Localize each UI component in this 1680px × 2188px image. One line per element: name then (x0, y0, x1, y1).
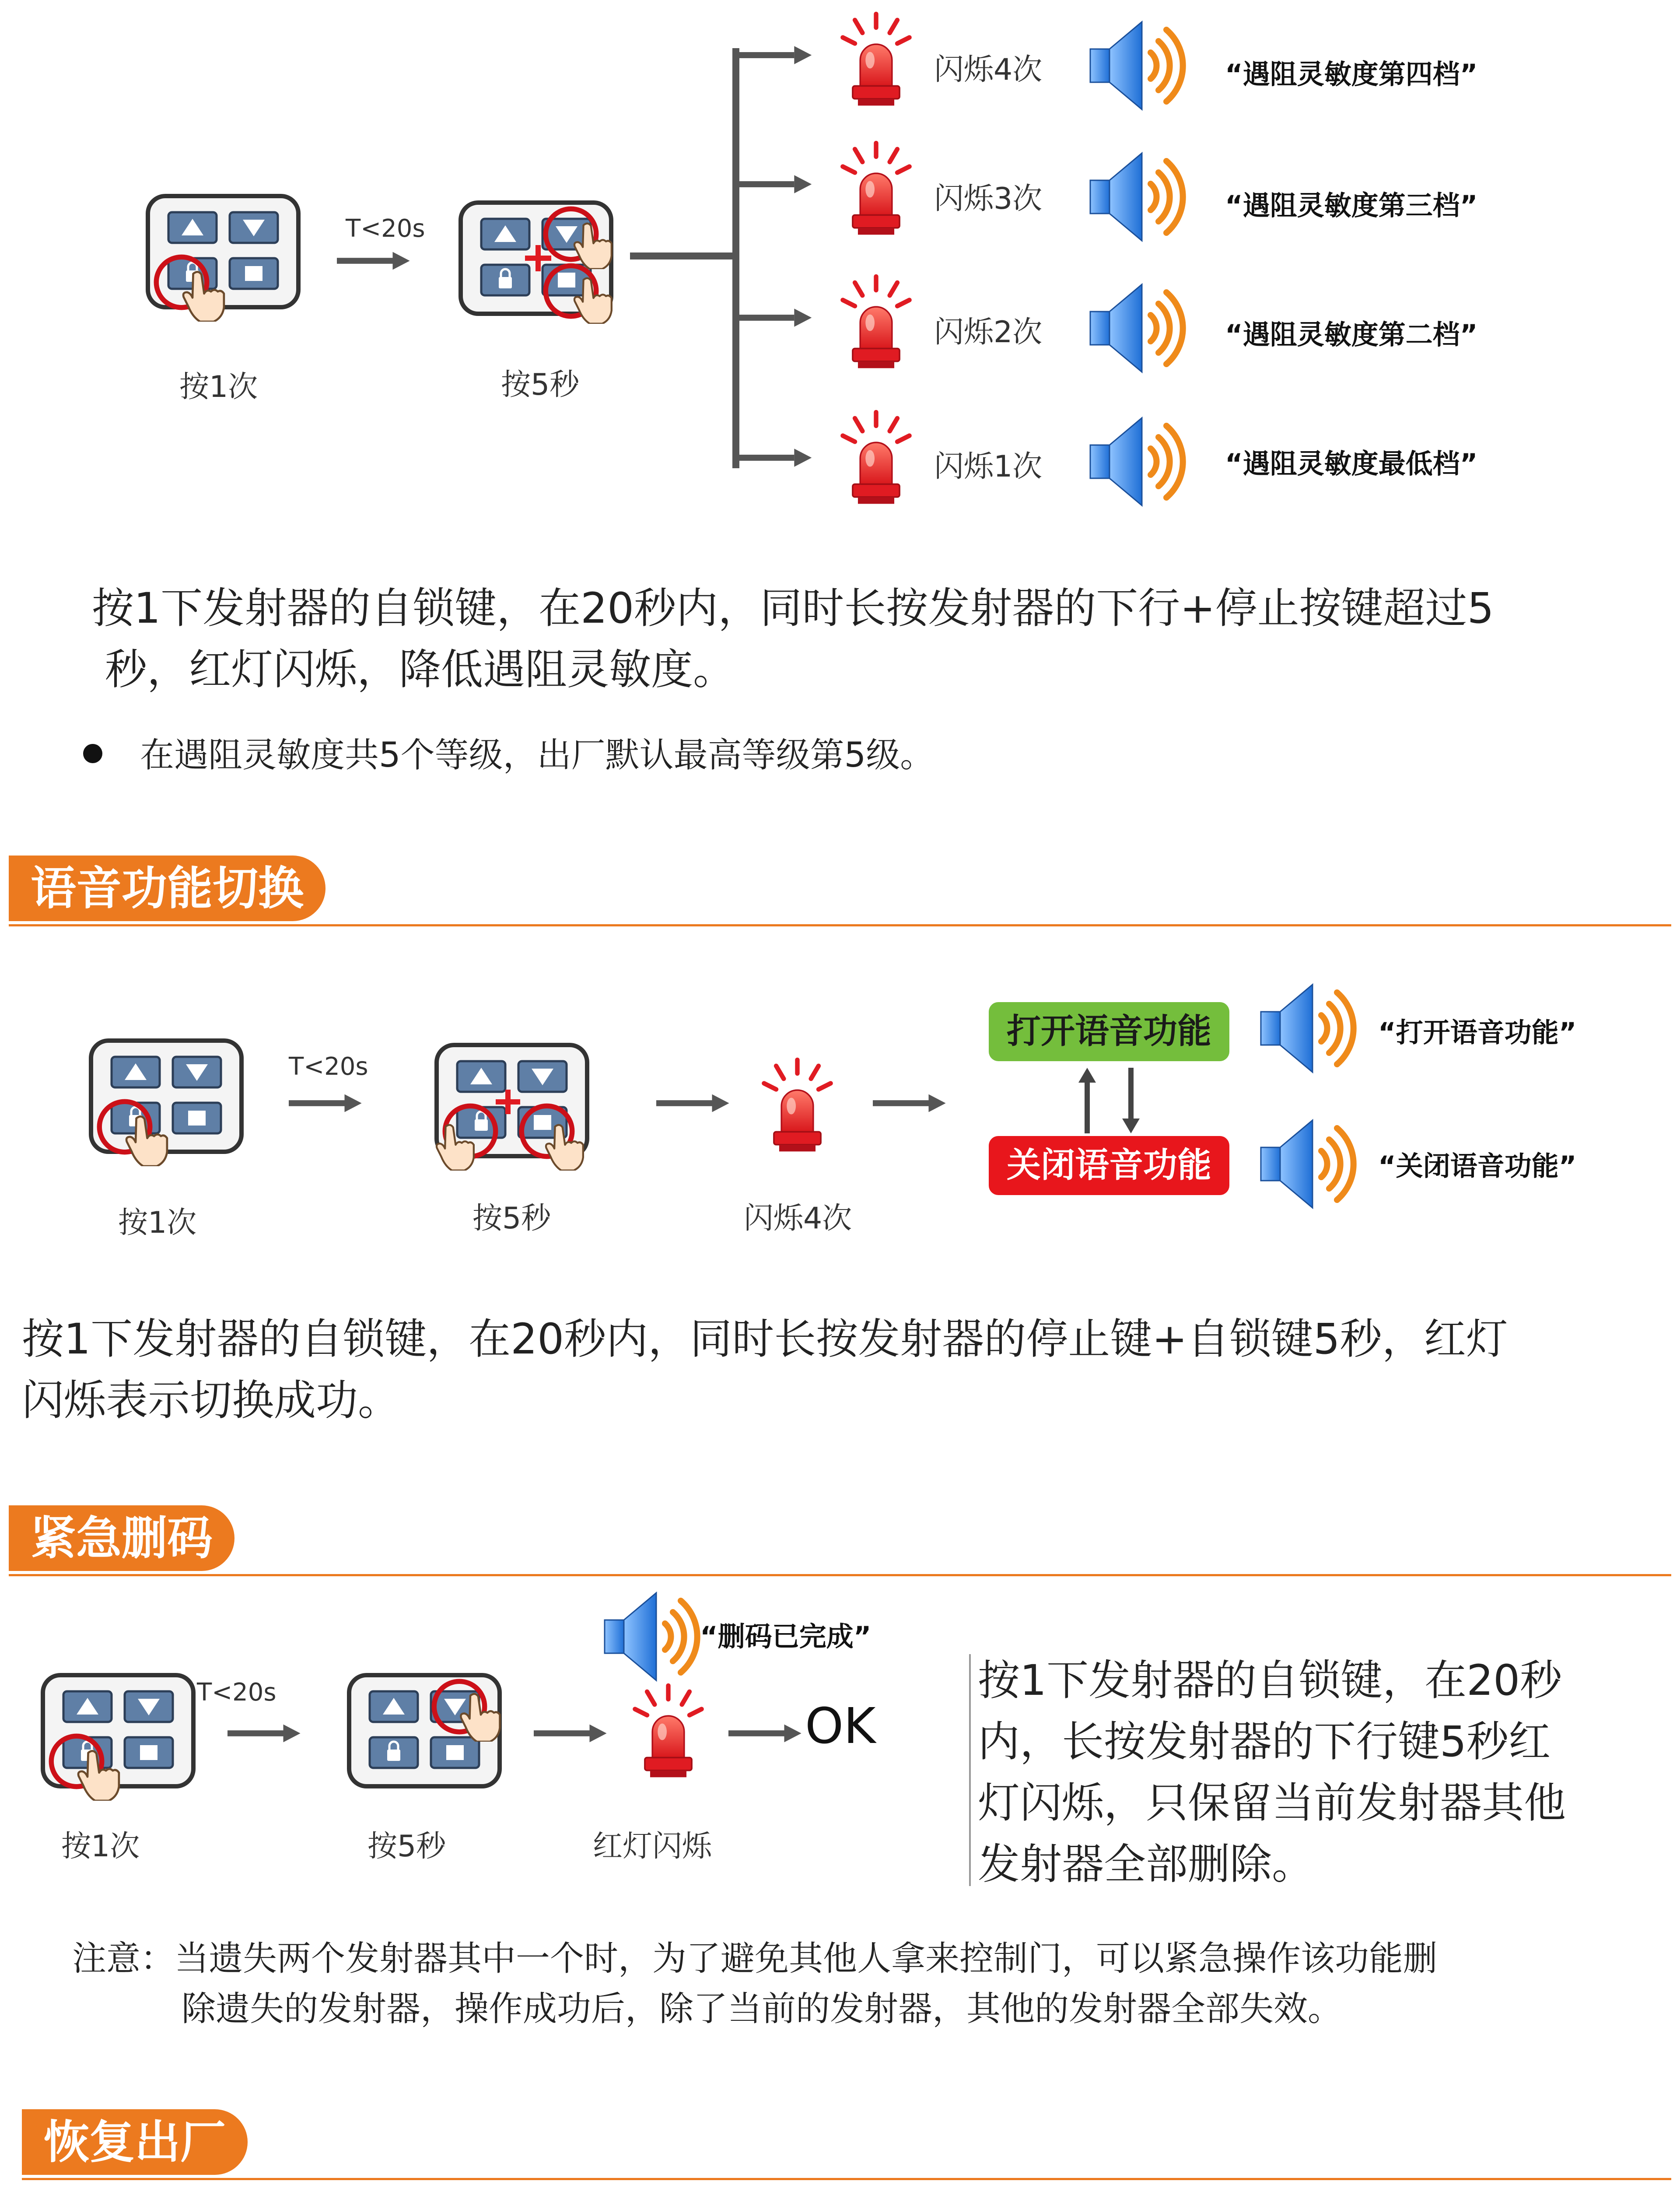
branch-trunk (732, 48, 739, 468)
bullet-dot (83, 744, 102, 763)
arrow-icon (228, 1722, 302, 1745)
description-line: 按1下发射器的自锁键，在20秒内，同时长按发射器的停止键+自锁键5秒，红灯 (22, 1315, 1508, 1364)
section-divider (9, 924, 1671, 926)
arrow-icon (736, 44, 815, 67)
speaker-icon (1085, 13, 1190, 118)
flash-count-label: 闪烁1次 (934, 449, 1043, 484)
arrow-icon (736, 306, 815, 329)
finger-icon (433, 1120, 477, 1171)
note-line: 除遗失的发射器，操作成功后，除了当前的发射器，其他的发射器全部失效。 (182, 1989, 1342, 2029)
flash-count-label: 闪烁4次 (744, 1201, 852, 1236)
text-left-border (969, 1654, 971, 1886)
speaker-icon (1085, 409, 1190, 514)
section-divider (22, 2178, 1671, 2180)
arrow-icon (728, 1722, 803, 1745)
description-line: 按1下发射器的自锁键，在20秒内，同时长按发射器的下行+停止按键超过5 (92, 584, 1494, 633)
speaker-icon (1085, 276, 1190, 381)
arrow-icon (873, 1092, 947, 1115)
section-title: 紧急删码 (9, 1505, 234, 1571)
red-flash-label: 红灯闪烁 (593, 1829, 712, 1864)
voice-prompt-text: “删码已完成” (700, 1620, 872, 1652)
arrow-icon (736, 446, 815, 469)
red-lamp-icon (838, 274, 914, 372)
arrow-icon (534, 1722, 608, 1745)
finger-icon (571, 274, 615, 324)
flash-count-label: 闪烁3次 (934, 182, 1043, 216)
description-line: 发射器全部删除。 (978, 1840, 1314, 1889)
finger-icon (179, 267, 228, 322)
red-lamp-icon (838, 409, 914, 508)
press-5s-label: 按5秒 (368, 1829, 446, 1864)
voice-prompt-text: “打开语音功能” (1378, 1017, 1577, 1048)
red-lamp-icon (838, 11, 914, 109)
press-5s-label: 按5秒 (472, 1201, 551, 1236)
finger-icon (571, 219, 615, 269)
finger-icon (122, 1112, 171, 1166)
press-once-label: 按1次 (61, 1829, 140, 1864)
time-hint-label: T<20s (197, 1678, 276, 1707)
red-lamp-icon (838, 140, 914, 238)
press-once-label: 按1次 (118, 1206, 197, 1240)
section-title: 语音功能切换 (9, 856, 326, 921)
arrow-icon (289, 1092, 363, 1115)
speaker-icon (1256, 1112, 1361, 1217)
voice-prompt-text: “遇阻灵敏度第四档” (1225, 58, 1478, 90)
plus-sign (525, 245, 551, 271)
bullet-text: 在遇阻灵敏度共5个等级，出厂默认最高等级第5级。 (140, 736, 934, 775)
description-line: 内，长按发射器的下行键5秒红 (978, 1717, 1551, 1766)
voice-prompt-text: “遇阻灵敏度最低档” (1225, 448, 1478, 480)
arrow-icon (736, 173, 815, 196)
section-divider (9, 1574, 1671, 1576)
description-line: 按1下发射器的自锁键，在20秒 (978, 1656, 1562, 1705)
press-once-label: 按1次 (179, 370, 258, 404)
red-lamp-icon (630, 1683, 707, 1781)
description-line: 秒，红灯闪烁，降低遇阻灵敏度。 (105, 645, 735, 694)
description-line: 闪烁表示切换成功。 (22, 1376, 400, 1425)
ok-label: OK (805, 1698, 876, 1755)
arrow-icon (656, 1092, 731, 1115)
arrow-icon (337, 249, 411, 272)
press-5s-label: 按5秒 (501, 368, 580, 402)
voice-prompt-text: “遇阻灵敏度第二档” (1225, 319, 1478, 351)
section-title: 恢复出厂 (22, 2109, 248, 2175)
red-lamp-icon (759, 1057, 836, 1155)
voice-prompt-text: “遇阻灵敏度第三档” (1225, 189, 1478, 221)
finger-icon (542, 1120, 586, 1171)
branch-connector (630, 252, 735, 259)
speaker-icon (599, 1584, 704, 1689)
speaker-icon (1256, 976, 1361, 1081)
voice-on-button: 打开语音功能 (989, 1002, 1229, 1061)
description-line: 灯闪烁，只保留当前发射器其他 (978, 1778, 1566, 1827)
toggle-down-arrow (1122, 1068, 1140, 1133)
time-hint-label: T<20s (346, 214, 425, 243)
time-hint-label: T<20s (289, 1052, 368, 1081)
plus-sign (496, 1090, 520, 1114)
flash-count-label: 闪烁2次 (934, 315, 1043, 350)
flash-count-label: 闪烁4次 (934, 53, 1043, 87)
note-line: 注意：当遗失两个发射器其中一个时，为了避免其他人拿来控制门，可以紧急操作该功能删 (72, 1939, 1438, 1978)
finger-icon (457, 1689, 503, 1742)
speaker-icon (1085, 144, 1190, 249)
toggle-up-arrow (1078, 1068, 1096, 1133)
voice-prompt-text: “关闭语音功能” (1378, 1150, 1577, 1182)
voice-off-button: 关闭语音功能 (989, 1136, 1229, 1195)
finger-icon (74, 1746, 122, 1801)
